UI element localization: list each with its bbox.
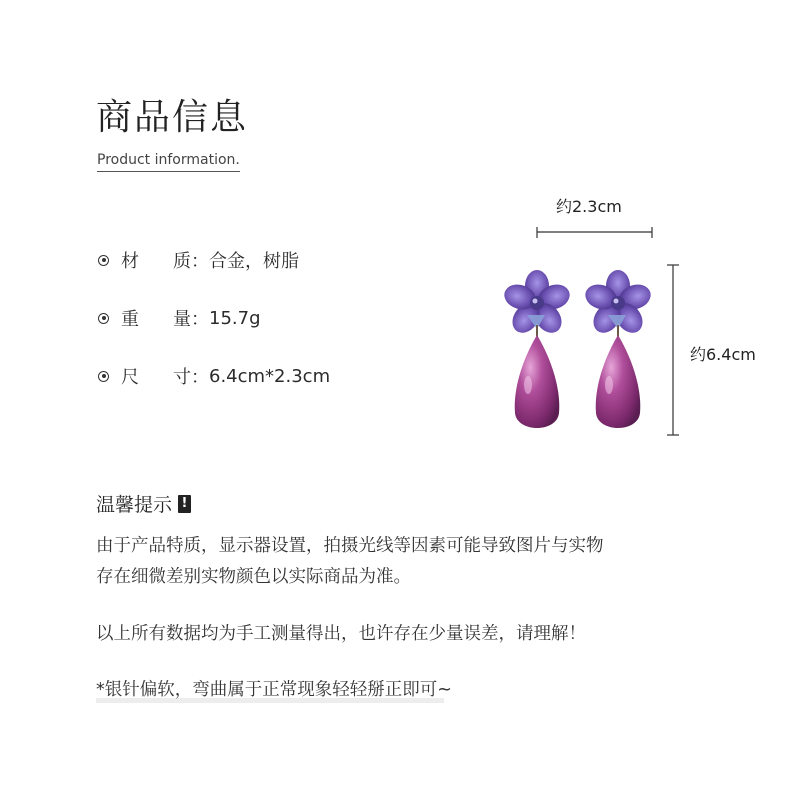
notice-line-2: 存在细微差别实物颜色以实际商品为准。 (96, 567, 411, 587)
width-dimension-line (537, 227, 652, 238)
earring-left (501, 270, 573, 428)
notice-title (96, 490, 191, 517)
notice-line-3: 以上所有数据均为手工测量得出，也许存在少量误差，请理解！ (96, 624, 586, 644)
exclamation-icon: ! (178, 495, 191, 513)
bullet-icon (98, 313, 109, 324)
spec-key: 重 (121, 309, 139, 330)
page-subtitle: Product information. (97, 153, 240, 172)
spec-key-suffix: 寸： (173, 367, 209, 388)
bullet-icon (98, 255, 109, 266)
spec-value: 15.7g (209, 307, 261, 329)
bullet-icon (98, 371, 109, 382)
spec-row-weight (98, 305, 261, 331)
spec-row-size (98, 363, 330, 389)
height-label: 约6.4cm (690, 345, 756, 364)
spec-row-material (98, 247, 299, 273)
notice-title-text: 温馨提示 (96, 494, 173, 516)
width-label: 约2.3cm (556, 197, 622, 216)
height-dimension-line (667, 265, 679, 435)
notice-footnote: *银针偏软，弯曲属于正常现象轻轻掰正即可~ (96, 680, 452, 700)
spec-key-suffix: 质： (173, 251, 209, 272)
spec-key-suffix: 量： (173, 309, 209, 330)
page-title: 商品信息 (96, 97, 249, 138)
notice-line-1: 由于产品特质，显示器设置，拍摄光线等因素可能导致图片与实物 (96, 536, 604, 556)
spec-key: 材 (121, 251, 139, 272)
spec-key: 尺 (121, 367, 139, 388)
pearl-drop (596, 335, 641, 428)
earring-right (582, 270, 654, 428)
spec-value: 6.4cm*2.3cm (209, 365, 331, 387)
earrings-image (480, 185, 780, 445)
spec-value: 合金，树脂 (209, 251, 299, 272)
pearl-drop (515, 335, 560, 428)
